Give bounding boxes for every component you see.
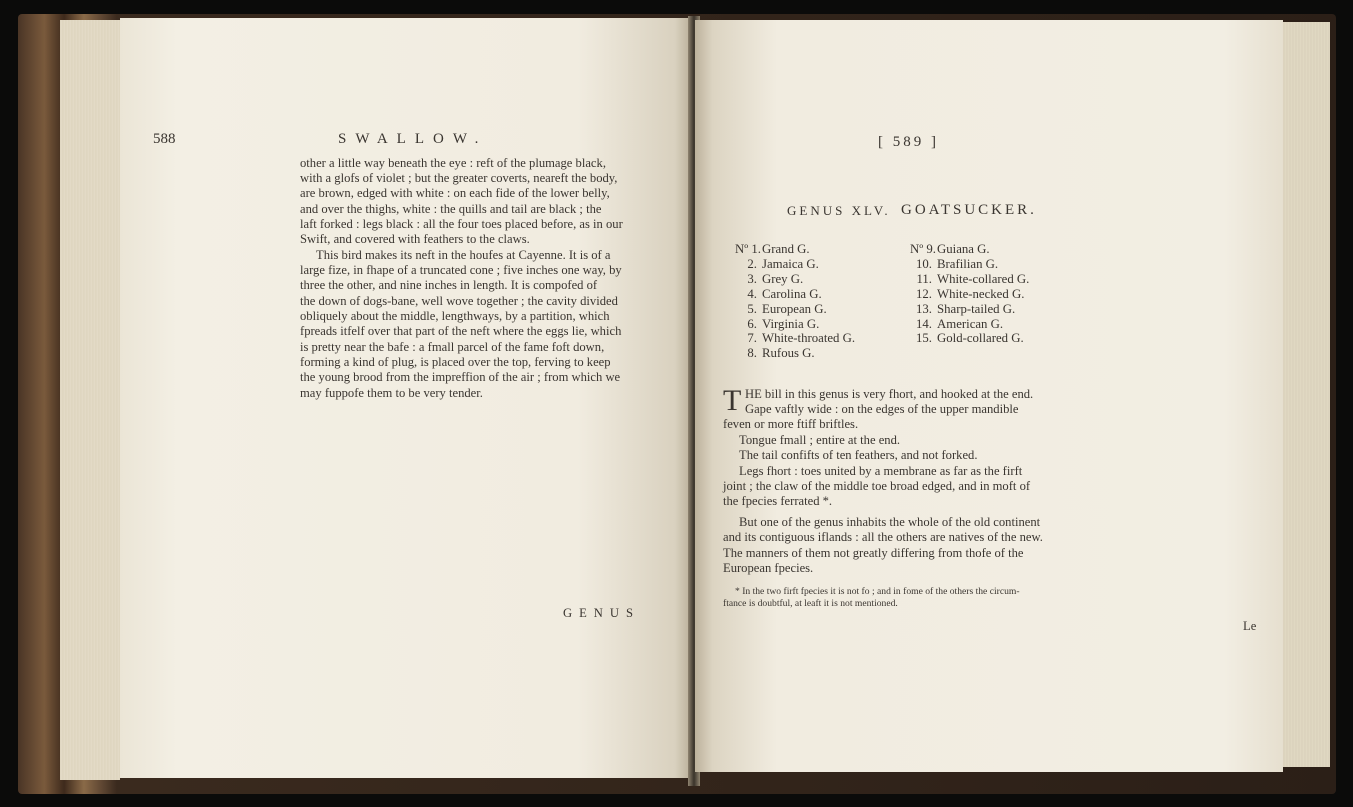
species-list-col2 [910,242,1029,346]
left-page [120,18,692,778]
right-line-5: The tail confifts of ten feathers, and not forked. [739,448,978,462]
left-line-16: may fuppofe them to be very tender. [300,386,483,400]
right-line-9: But one of the genus inhabits the whole of the old continent [739,515,1041,529]
list-item: 5. European G. [747,301,827,316]
left-line-8: large fize, in fhape of a truncated cone ; five inches one way, by [300,263,622,277]
list-item: 13. Sharp-tailed G. [916,301,1016,316]
left-line-2: with a glofs of violet ; but the greater coverts, neareft the body, [300,171,618,185]
species-list-col1 [735,242,855,361]
drop-cap: T [723,384,742,417]
list-item: Nº 1.Grand G. [735,242,810,256]
right-line-11: The manners of them not greatly differing from thofe of the [723,546,1024,560]
left-line-14: forming a kind of plug, is placed over the top, ferving to keep [300,355,611,369]
left-page-edges [60,20,120,780]
list-item: 7. White-throated G. [747,331,856,346]
right-line-7: joint ; the claw of the middle toe broad edged, and in moft of [723,479,1031,493]
right-catchword: Le [1243,619,1257,633]
right-line-6: Legs fhort : toes united by a membrane as far as the firft [739,464,1023,478]
left-line-13: is pretty near the bafe : a fmall parcel of the fame foft down, [300,340,605,354]
right-line-3: feven or more ftiff briftles. [723,417,859,431]
left-line-9: three the other, and nine inches in length. It is compofed of [300,278,598,292]
genus-name: GOATSUCKER. [901,202,1037,218]
list-item: 14. American G. [916,316,1004,331]
list-item: 15. Gold-collared G. [916,331,1024,346]
list-item: 10. Brafilian G. [916,256,999,271]
genus-label: GENUS XLV. [787,203,891,218]
right-line-12: European fpecies. [723,561,814,575]
right-line-10: and its contiguous iflands : all the others are natives of the new. [723,530,1043,544]
left-running-head: SWALLOW. [338,131,488,147]
right-line-1: HE bill in this genus is very fhort, and hooked at the end. [745,387,1034,401]
list-item: 3. Grey G. [747,271,804,286]
left-page-number: 588 [153,131,176,147]
right-page [695,20,1283,772]
left-line-1: other a little way beneath the eye : reft of the plumage black, [300,156,606,170]
left-line-15: the young brood from the impreffion of the air ; from which we [300,370,621,384]
left-line-10: the down of dogs-bane, well wove together ; the cavity divided [300,294,618,308]
left-line-7: This bird makes its neft in the houfes at Cayenne. It is of a [316,248,611,262]
left-line-11: obliquely about the middle, lengthways, by a partition, which [300,309,610,323]
right-page-number: [ 589 ] [878,134,939,150]
list-item: Nº 9.Guiana G. [910,242,990,256]
left-line-5: laft forked : legs black : all the four toes placed before, as in our [300,217,623,231]
right-line-8: the fpecies ferrated *. [723,494,833,508]
right-line-4: Tongue fmall ; entire at the end. [739,433,901,447]
right-line-2: Gape vaftly wide : on the edges of the upper mandible [745,402,1019,416]
list-item: 12. White-necked G. [916,286,1025,301]
footnote-line-1: * In the two firft fpecies it is not fo ; and in fome of the others the circum- [735,586,1020,597]
list-item: 4. Carolina G. [747,286,822,301]
list-item: 6. Virginia G. [747,316,820,331]
footnote-line-2: ftance is doubtful, at leaft it is not mentioned. [723,598,898,609]
list-item: 11. White-collared G. [916,271,1030,286]
left-line-4: and over the thighs, white : the quills and tail are black ; the [300,202,602,216]
left-line-3: are brown, edged with white : on each fide of the lower belly, [300,186,610,200]
list-item: 2. Jamaica G. [747,256,819,271]
right-page-edges [1278,22,1330,767]
left-line-12: fpreads itfelf over that part of the neft where the eggs lie, which [300,324,622,338]
list-item: 8. Rufous G. [747,346,815,361]
left-catchword: GENUS [563,606,640,620]
left-line-6: Swift, and covered with feathers to the claws. [300,232,530,246]
